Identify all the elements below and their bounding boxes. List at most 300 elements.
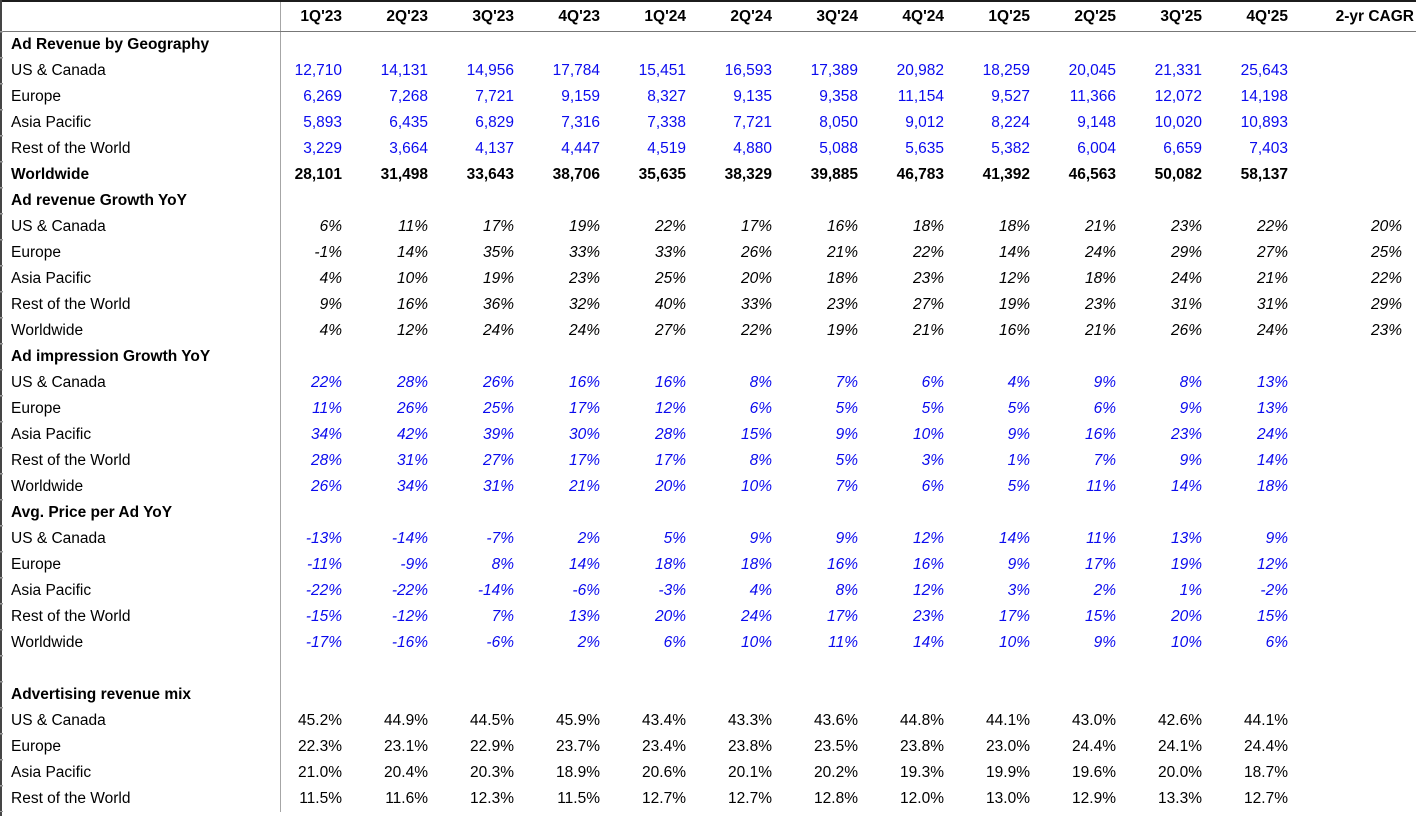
data-cell[interactable]: 11.5% bbox=[299, 790, 342, 807]
corner-cell[interactable] bbox=[2, 1, 280, 32]
data-cell[interactable]: 19.6% bbox=[1072, 764, 1116, 781]
empty-cell[interactable] bbox=[710, 188, 796, 214]
column-header-cell[interactable]: 3Q'23 bbox=[452, 1, 538, 32]
data-cell[interactable]: 10% bbox=[998, 634, 1030, 651]
data-cell[interactable]: 6% bbox=[1265, 634, 1288, 651]
data-cell[interactable]: 15% bbox=[1084, 608, 1116, 625]
data-cell[interactable]: 7% bbox=[835, 478, 858, 495]
data-cell[interactable]: 22% bbox=[1256, 218, 1288, 235]
data-cell[interactable]: 22% bbox=[654, 218, 686, 235]
data-cell[interactable]: 9,527 bbox=[991, 88, 1030, 105]
data-cell[interactable]: 23% bbox=[1084, 296, 1116, 313]
data-cell[interactable]: 11% bbox=[398, 218, 428, 235]
data-cell[interactable]: 23% bbox=[1170, 426, 1202, 443]
empty-cell[interactable] bbox=[366, 344, 452, 370]
data-cell[interactable]: 13.0% bbox=[986, 790, 1030, 807]
data-cell[interactable]: 23.7% bbox=[556, 738, 600, 755]
data-cell[interactable]: 11% bbox=[1086, 530, 1116, 547]
data-cell[interactable]: 9% bbox=[1007, 426, 1030, 443]
cagr-data-cell[interactable]: 23% bbox=[1370, 322, 1402, 339]
data-cell[interactable]: 8% bbox=[835, 582, 858, 599]
data-cell[interactable]: 9,358 bbox=[819, 88, 858, 105]
data-cell[interactable]: 21% bbox=[912, 322, 944, 339]
data-cell[interactable]: 23.5% bbox=[814, 738, 858, 755]
data-cell[interactable]: 9% bbox=[749, 530, 772, 547]
data-cell[interactable]: 41,392 bbox=[982, 166, 1030, 183]
data-cell[interactable]: 6,435 bbox=[389, 114, 428, 131]
data-cell[interactable]: 4% bbox=[749, 582, 772, 599]
data-cell[interactable]: 6% bbox=[319, 218, 342, 235]
data-cell[interactable]: 22% bbox=[310, 374, 342, 391]
data-cell[interactable]: 1% bbox=[1179, 582, 1202, 599]
row-label-cell[interactable]: Asia Pacific bbox=[2, 110, 280, 136]
data-cell[interactable]: 16% bbox=[1084, 426, 1116, 443]
empty-cell[interactable] bbox=[538, 682, 624, 708]
data-cell[interactable]: 20.0% bbox=[1158, 764, 1202, 781]
data-cell[interactable]: 5% bbox=[1007, 478, 1030, 495]
data-cell[interactable]: 9,159 bbox=[561, 88, 600, 105]
data-cell[interactable]: -12% bbox=[391, 608, 428, 625]
empty-cell[interactable] bbox=[1140, 682, 1226, 708]
data-cell[interactable]: 45.9% bbox=[556, 712, 600, 729]
cagr-data-cell[interactable] bbox=[1312, 396, 1416, 422]
data-cell[interactable]: 44.9% bbox=[384, 712, 428, 729]
cagr-data-cell[interactable] bbox=[1312, 162, 1416, 188]
data-cell[interactable]: 15% bbox=[740, 426, 772, 443]
row-label-cell[interactable]: Rest of the World bbox=[2, 786, 280, 812]
empty-cell[interactable] bbox=[1140, 500, 1226, 526]
data-cell[interactable]: 16% bbox=[998, 322, 1030, 339]
data-cell[interactable]: 22% bbox=[912, 244, 944, 261]
data-cell[interactable]: 43.4% bbox=[642, 712, 686, 729]
empty-cell[interactable] bbox=[968, 656, 1054, 682]
data-cell[interactable]: 6% bbox=[749, 400, 772, 417]
data-cell[interactable]: 25% bbox=[654, 270, 686, 287]
row-label-cell[interactable]: US & Canada bbox=[2, 58, 280, 84]
data-cell[interactable]: 2% bbox=[577, 530, 600, 547]
section-title-cell[interactable]: Ad Revenue by Geography bbox=[2, 32, 280, 59]
data-cell[interactable]: 23.4% bbox=[642, 738, 686, 755]
row-label-cell[interactable]: Rest of the World bbox=[2, 292, 280, 318]
cagr-data-cell[interactable] bbox=[1312, 604, 1416, 630]
data-cell[interactable]: -2% bbox=[1260, 582, 1288, 599]
empty-cell[interactable] bbox=[280, 188, 366, 214]
data-cell[interactable]: 33% bbox=[654, 244, 686, 261]
data-cell[interactable]: 43.3% bbox=[728, 712, 772, 729]
empty-cell[interactable] bbox=[366, 500, 452, 526]
empty-cell[interactable] bbox=[710, 682, 796, 708]
data-cell[interactable]: 44.1% bbox=[986, 712, 1030, 729]
data-cell[interactable]: 7,403 bbox=[1249, 140, 1288, 157]
cagr-data-cell[interactable] bbox=[1312, 708, 1416, 734]
data-cell[interactable]: 22% bbox=[740, 322, 772, 339]
data-cell[interactable]: -17% bbox=[305, 634, 342, 651]
data-cell[interactable]: 33% bbox=[740, 296, 772, 313]
data-cell[interactable]: 6,659 bbox=[1163, 140, 1202, 157]
data-cell[interactable]: 4% bbox=[319, 322, 342, 339]
empty-cell[interactable] bbox=[882, 500, 968, 526]
empty-cell[interactable] bbox=[796, 682, 882, 708]
data-cell[interactable]: 9% bbox=[1093, 374, 1116, 391]
empty-cell[interactable] bbox=[280, 32, 366, 59]
section-title-cell[interactable]: Advertising revenue mix bbox=[2, 682, 280, 708]
empty-cell[interactable] bbox=[280, 344, 366, 370]
data-cell[interactable]: 9% bbox=[1093, 634, 1116, 651]
empty-cell[interactable] bbox=[1140, 188, 1226, 214]
empty-cell[interactable] bbox=[1054, 682, 1140, 708]
data-cell[interactable]: 24% bbox=[740, 608, 772, 625]
cagr-data-cell[interactable]: 22% bbox=[1370, 270, 1402, 287]
column-header-cell[interactable]: 2Q'24 bbox=[710, 1, 796, 32]
data-cell[interactable]: 22.3% bbox=[298, 738, 342, 755]
data-cell[interactable]: 12% bbox=[912, 530, 944, 547]
data-cell[interactable]: 11% bbox=[312, 400, 342, 417]
empty-cell[interactable] bbox=[1140, 344, 1226, 370]
row-label-cell[interactable]: Europe bbox=[2, 734, 280, 760]
data-cell[interactable]: 9% bbox=[1265, 530, 1288, 547]
data-cell[interactable]: 18% bbox=[1256, 478, 1288, 495]
empty-cell[interactable] bbox=[452, 500, 538, 526]
data-cell[interactable]: 5,893 bbox=[303, 114, 342, 131]
data-cell[interactable]: 5,088 bbox=[819, 140, 858, 157]
empty-cell[interactable] bbox=[882, 188, 968, 214]
data-cell[interactable]: -3% bbox=[658, 582, 686, 599]
cagr-data-cell[interactable] bbox=[1312, 578, 1416, 604]
empty-cell[interactable] bbox=[538, 500, 624, 526]
data-cell[interactable]: 19% bbox=[482, 270, 514, 287]
data-cell[interactable]: 7% bbox=[835, 374, 858, 391]
data-cell[interactable]: 19% bbox=[998, 296, 1030, 313]
empty-cell[interactable] bbox=[882, 682, 968, 708]
empty-cell[interactable] bbox=[538, 656, 624, 682]
data-cell[interactable]: 36% bbox=[482, 296, 514, 313]
cagr-data-cell[interactable] bbox=[1312, 136, 1416, 162]
data-cell[interactable]: -16% bbox=[391, 634, 428, 651]
data-cell[interactable]: 19% bbox=[568, 218, 600, 235]
data-cell[interactable]: 6,829 bbox=[475, 114, 514, 131]
empty-cell[interactable] bbox=[538, 188, 624, 214]
data-cell[interactable]: 17% bbox=[1084, 556, 1116, 573]
data-cell[interactable]: 20% bbox=[740, 270, 772, 287]
empty-cell[interactable] bbox=[624, 682, 710, 708]
data-cell[interactable]: 16% bbox=[654, 374, 686, 391]
data-cell[interactable]: 12.8% bbox=[814, 790, 858, 807]
row-label-cell[interactable]: Europe bbox=[2, 396, 280, 422]
data-cell[interactable]: 31% bbox=[1170, 296, 1202, 313]
empty-cell[interactable] bbox=[1054, 344, 1140, 370]
data-cell[interactable]: 18.7% bbox=[1244, 764, 1288, 781]
data-cell[interactable]: 21% bbox=[1084, 218, 1116, 235]
data-cell[interactable]: 14,956 bbox=[466, 62, 514, 79]
empty-cell[interactable] bbox=[1226, 344, 1312, 370]
row-label-cell[interactable]: Asia Pacific bbox=[2, 578, 280, 604]
empty-cell[interactable] bbox=[366, 656, 452, 682]
empty-cell[interactable] bbox=[882, 32, 968, 59]
row-label-cell[interactable]: US & Canada bbox=[2, 370, 280, 396]
empty-cell[interactable] bbox=[796, 188, 882, 214]
data-cell[interactable]: 12% bbox=[912, 582, 944, 599]
row-label-cell[interactable]: Europe bbox=[2, 552, 280, 578]
data-cell[interactable]: 35,635 bbox=[638, 166, 686, 183]
data-cell[interactable]: 18% bbox=[740, 556, 772, 573]
empty-cell[interactable] bbox=[624, 500, 710, 526]
data-cell[interactable]: 28% bbox=[654, 426, 686, 443]
cagr-data-cell[interactable] bbox=[1312, 422, 1416, 448]
data-cell[interactable]: 20% bbox=[1170, 608, 1202, 625]
data-cell[interactable]: 8,327 bbox=[647, 88, 686, 105]
data-cell[interactable]: 34% bbox=[310, 426, 342, 443]
data-cell[interactable]: 18.9% bbox=[556, 764, 600, 781]
data-cell[interactable]: 20% bbox=[654, 608, 686, 625]
data-cell[interactable]: 31,498 bbox=[380, 166, 428, 183]
empty-cell[interactable] bbox=[1140, 32, 1226, 59]
empty-cell[interactable] bbox=[1140, 656, 1226, 682]
column-header-cell[interactable]: 2Q'23 bbox=[366, 1, 452, 32]
data-cell[interactable]: 35% bbox=[482, 244, 514, 261]
data-cell[interactable]: 21% bbox=[1256, 270, 1288, 287]
data-cell[interactable]: 12% bbox=[396, 322, 428, 339]
data-cell[interactable]: 20.6% bbox=[642, 764, 686, 781]
empty-cell[interactable] bbox=[796, 32, 882, 59]
data-cell[interactable]: 43.0% bbox=[1072, 712, 1116, 729]
data-cell[interactable]: -22% bbox=[305, 582, 342, 599]
data-cell[interactable]: 12% bbox=[654, 400, 686, 417]
data-cell[interactable]: 14% bbox=[998, 244, 1030, 261]
data-cell[interactable]: -14% bbox=[391, 530, 428, 547]
data-cell[interactable]: 14% bbox=[912, 634, 944, 651]
data-cell[interactable]: 8,050 bbox=[819, 114, 858, 131]
data-cell[interactable]: 9% bbox=[835, 530, 858, 547]
data-cell[interactable]: 17% bbox=[826, 608, 858, 625]
data-cell[interactable]: 6% bbox=[663, 634, 686, 651]
column-header-cell[interactable]: 1Q'25 bbox=[968, 1, 1054, 32]
data-cell[interactable]: 20.4% bbox=[384, 764, 428, 781]
data-cell[interactable]: -22% bbox=[391, 582, 428, 599]
empty-cell[interactable] bbox=[710, 656, 796, 682]
column-header-cell[interactable]: 1Q'23 bbox=[280, 1, 366, 32]
data-cell[interactable]: 14,198 bbox=[1240, 88, 1288, 105]
empty-cell[interactable] bbox=[452, 188, 538, 214]
data-cell[interactable]: 26% bbox=[310, 478, 342, 495]
data-cell[interactable]: 4,519 bbox=[647, 140, 686, 157]
data-cell[interactable]: 14,131 bbox=[380, 62, 428, 79]
data-cell[interactable]: 11.6% bbox=[385, 790, 428, 807]
data-cell[interactable]: 8,224 bbox=[991, 114, 1030, 131]
data-cell[interactable]: 5% bbox=[663, 530, 686, 547]
data-cell[interactable]: 33% bbox=[568, 244, 600, 261]
data-cell[interactable]: 24% bbox=[1256, 322, 1288, 339]
data-cell[interactable]: 9% bbox=[1179, 452, 1202, 469]
data-cell[interactable]: 46,783 bbox=[896, 166, 944, 183]
data-cell[interactable]: -6% bbox=[486, 634, 514, 651]
data-cell[interactable]: -14% bbox=[477, 582, 514, 599]
data-cell[interactable]: 10% bbox=[740, 478, 772, 495]
section-title-cell[interactable]: Ad revenue Growth YoY bbox=[2, 188, 280, 214]
row-label-cell[interactable]: US & Canada bbox=[2, 708, 280, 734]
data-cell[interactable]: 27% bbox=[912, 296, 944, 313]
data-cell[interactable]: 9% bbox=[319, 296, 342, 313]
data-cell[interactable]: 3,229 bbox=[303, 140, 342, 157]
data-cell[interactable]: 23% bbox=[826, 296, 858, 313]
empty-cell[interactable] bbox=[1312, 656, 1416, 682]
data-cell[interactable]: 13% bbox=[1256, 400, 1288, 417]
data-cell[interactable]: 58,137 bbox=[1240, 166, 1288, 183]
data-cell[interactable]: 21,331 bbox=[1154, 62, 1202, 79]
data-cell[interactable]: 27% bbox=[482, 452, 514, 469]
empty-cell[interactable] bbox=[624, 656, 710, 682]
data-cell[interactable]: 8% bbox=[491, 556, 514, 573]
empty-cell[interactable] bbox=[452, 32, 538, 59]
data-cell[interactable]: 17,784 bbox=[552, 62, 600, 79]
data-cell[interactable]: 25,643 bbox=[1240, 62, 1288, 79]
data-cell[interactable]: 24% bbox=[568, 322, 600, 339]
data-cell[interactable]: 5% bbox=[835, 400, 858, 417]
empty-cell[interactable] bbox=[452, 682, 538, 708]
data-cell[interactable]: 20% bbox=[654, 478, 686, 495]
data-cell[interactable]: 12% bbox=[1256, 556, 1288, 573]
data-cell[interactable]: 7,721 bbox=[475, 88, 514, 105]
data-cell[interactable]: 24.4% bbox=[1072, 738, 1116, 755]
data-cell[interactable]: 18% bbox=[654, 556, 686, 573]
data-cell[interactable]: 33,643 bbox=[466, 166, 514, 183]
data-cell[interactable]: 24% bbox=[1170, 270, 1202, 287]
empty-cell[interactable] bbox=[1226, 500, 1312, 526]
data-cell[interactable]: 40% bbox=[654, 296, 686, 313]
data-cell[interactable]: 39% bbox=[482, 426, 514, 443]
data-cell[interactable]: 13.3% bbox=[1158, 790, 1202, 807]
data-cell[interactable]: 20.3% bbox=[470, 764, 514, 781]
empty-cell[interactable] bbox=[452, 344, 538, 370]
cagr-data-cell[interactable] bbox=[1312, 474, 1416, 500]
data-cell[interactable]: 12.7% bbox=[642, 790, 686, 807]
row-label-cell[interactable]: Asia Pacific bbox=[2, 266, 280, 292]
data-cell[interactable]: 14% bbox=[1256, 452, 1288, 469]
data-cell[interactable]: 19% bbox=[826, 322, 858, 339]
data-cell[interactable]: 20,982 bbox=[896, 62, 944, 79]
empty-cell[interactable] bbox=[280, 500, 366, 526]
data-cell[interactable]: 5% bbox=[921, 400, 944, 417]
data-cell[interactable]: 24.4% bbox=[1244, 738, 1288, 755]
data-cell[interactable]: 10,020 bbox=[1154, 114, 1202, 131]
data-cell[interactable]: 23.8% bbox=[728, 738, 772, 755]
data-cell[interactable]: 17,389 bbox=[810, 62, 858, 79]
data-cell[interactable]: 10% bbox=[740, 634, 772, 651]
data-cell[interactable]: 7% bbox=[1093, 452, 1116, 469]
data-cell[interactable]: 14% bbox=[568, 556, 600, 573]
empty-cell[interactable] bbox=[796, 500, 882, 526]
data-cell[interactable]: 28% bbox=[310, 452, 342, 469]
data-cell[interactable]: 12.3% bbox=[470, 790, 514, 807]
data-cell[interactable]: 4% bbox=[1007, 374, 1030, 391]
data-cell[interactable]: 21% bbox=[826, 244, 858, 261]
data-cell[interactable]: 5% bbox=[1007, 400, 1030, 417]
data-cell[interactable]: 12.0% bbox=[900, 790, 944, 807]
empty-cell[interactable] bbox=[366, 188, 452, 214]
data-cell[interactable]: 24.1% bbox=[1158, 738, 1202, 755]
empty-cell[interactable] bbox=[1312, 500, 1416, 526]
row-label-cell[interactable]: Asia Pacific bbox=[2, 760, 280, 786]
data-cell[interactable]: 11% bbox=[1086, 478, 1116, 495]
data-cell[interactable]: 24% bbox=[1256, 426, 1288, 443]
data-cell[interactable]: 50,082 bbox=[1154, 166, 1202, 183]
data-cell[interactable]: 44.1% bbox=[1244, 712, 1288, 729]
row-label-cell[interactable]: Worldwide bbox=[2, 474, 280, 500]
data-cell[interactable]: 15,451 bbox=[638, 62, 686, 79]
data-cell[interactable]: 14% bbox=[998, 530, 1030, 547]
empty-cell[interactable] bbox=[1226, 188, 1312, 214]
row-label-cell[interactable]: Europe bbox=[2, 84, 280, 110]
empty-cell[interactable] bbox=[1054, 656, 1140, 682]
data-cell[interactable]: 10% bbox=[396, 270, 428, 287]
data-cell[interactable]: 23.8% bbox=[900, 738, 944, 755]
cagr-data-cell[interactable] bbox=[1312, 760, 1416, 786]
data-cell[interactable]: 12,072 bbox=[1154, 88, 1202, 105]
empty-cell[interactable] bbox=[280, 682, 366, 708]
column-header-cell[interactable]: 1Q'24 bbox=[624, 1, 710, 32]
cagr-data-cell[interactable] bbox=[1312, 58, 1416, 84]
empty-cell[interactable] bbox=[1312, 344, 1416, 370]
row-label-cell[interactable]: Rest of the World bbox=[2, 604, 280, 630]
data-cell[interactable]: 11% bbox=[828, 634, 858, 651]
empty-cell[interactable] bbox=[366, 32, 452, 59]
data-cell[interactable]: 7,268 bbox=[389, 88, 428, 105]
row-label-cell[interactable]: Worldwide bbox=[2, 162, 280, 188]
data-cell[interactable]: 16% bbox=[826, 218, 858, 235]
data-cell[interactable]: 8% bbox=[749, 452, 772, 469]
data-cell[interactable]: 18% bbox=[912, 218, 944, 235]
data-cell[interactable]: 6,004 bbox=[1077, 140, 1116, 157]
data-cell[interactable]: 17% bbox=[568, 400, 600, 417]
data-cell[interactable]: 22.9% bbox=[470, 738, 514, 755]
data-cell[interactable]: 7,721 bbox=[733, 114, 772, 131]
empty-cell[interactable] bbox=[1054, 32, 1140, 59]
data-cell[interactable]: 34% bbox=[396, 478, 428, 495]
data-cell[interactable]: 23.0% bbox=[986, 738, 1030, 755]
data-cell[interactable]: 19.9% bbox=[986, 764, 1030, 781]
row-label-cell[interactable]: Asia Pacific bbox=[2, 422, 280, 448]
data-cell[interactable]: 17% bbox=[998, 608, 1030, 625]
data-cell[interactable]: 9,135 bbox=[733, 88, 772, 105]
data-cell[interactable]: 4,447 bbox=[561, 140, 600, 157]
data-cell[interactable]: 10% bbox=[1170, 634, 1202, 651]
empty-cell[interactable] bbox=[366, 682, 452, 708]
data-cell[interactable]: 8% bbox=[1179, 374, 1202, 391]
cagr-data-cell[interactable] bbox=[1312, 84, 1416, 110]
row-label-cell[interactable]: Worldwide bbox=[2, 630, 280, 656]
empty-cell[interactable] bbox=[968, 344, 1054, 370]
data-cell[interactable]: 5% bbox=[835, 452, 858, 469]
data-cell[interactable]: 32% bbox=[568, 296, 600, 313]
cagr-data-cell[interactable] bbox=[1312, 370, 1416, 396]
data-cell[interactable]: 17% bbox=[740, 218, 772, 235]
data-cell[interactable]: 7% bbox=[491, 608, 514, 625]
empty-cell[interactable] bbox=[452, 656, 538, 682]
data-cell[interactable]: 27% bbox=[654, 322, 686, 339]
empty-cell[interactable] bbox=[280, 656, 366, 682]
column-header-cell[interactable]: 3Q'24 bbox=[796, 1, 882, 32]
data-cell[interactable]: 28,101 bbox=[294, 166, 342, 183]
data-cell[interactable]: 19% bbox=[1170, 556, 1202, 573]
data-cell[interactable]: 3% bbox=[1007, 582, 1030, 599]
empty-cell[interactable] bbox=[1054, 188, 1140, 214]
data-cell[interactable]: 20,045 bbox=[1068, 62, 1116, 79]
data-cell[interactable]: -13% bbox=[305, 530, 342, 547]
data-cell[interactable]: 30% bbox=[568, 426, 600, 443]
data-cell[interactable]: -9% bbox=[400, 556, 428, 573]
data-cell[interactable]: 12.7% bbox=[1244, 790, 1288, 807]
data-cell[interactable]: 31% bbox=[396, 452, 428, 469]
data-cell[interactable]: 3,664 bbox=[389, 140, 428, 157]
